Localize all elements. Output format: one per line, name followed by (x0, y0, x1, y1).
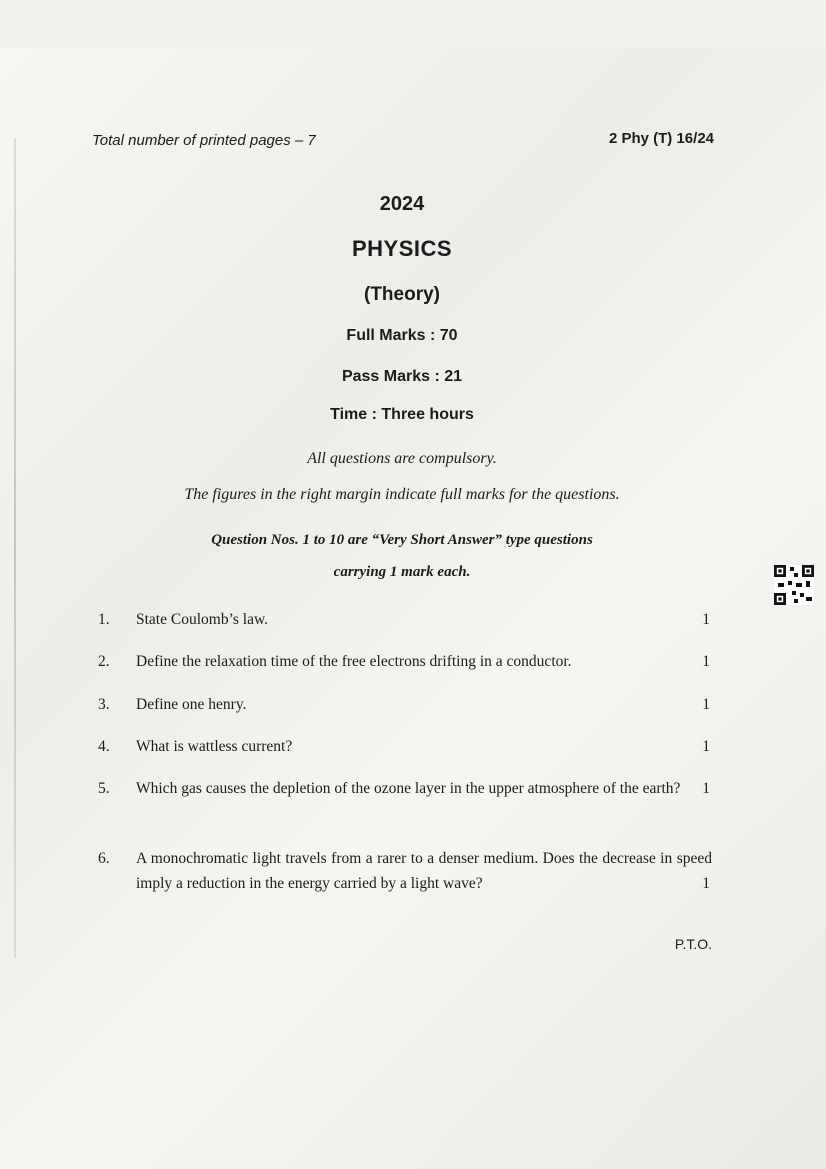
question-text: State Coulomb’s law. (136, 611, 269, 628)
full-marks: Full Marks : 70 (346, 327, 458, 344)
question-item (98, 692, 710, 717)
question-item (98, 776, 710, 801)
instruction-section-heading: Question Nos. 1 to 10 are “Very Short Answer” type questions (211, 532, 593, 548)
question-item (98, 649, 710, 674)
exam-year: 2024 (379, 193, 425, 215)
question-number: 1. (98, 611, 110, 628)
question-marks: 1 (702, 696, 710, 713)
question-marks: 1 (702, 875, 710, 892)
qr-code-icon (774, 565, 814, 605)
instruction-section-marks: carrying 1 mark each. (333, 564, 471, 580)
question-text: Define the relaxation time of the free electrons drifting in a conductor. (136, 653, 572, 670)
please-turn-over: P.T.O. (674, 936, 712, 952)
pass-marks: Pass Marks : 21 (341, 368, 463, 385)
question-item (98, 846, 710, 896)
question-text: Which gas causes the depletion of the ozone layer in the upper atmosphere of the earth? (136, 780, 681, 797)
question-marks: 1 (702, 738, 710, 755)
question-number: 5. (98, 780, 110, 797)
question-text: Define one henry. (136, 696, 247, 713)
question-marks: 1 (702, 780, 710, 797)
question-item (98, 607, 710, 632)
question-item (98, 734, 710, 759)
question-number: 6. (98, 850, 110, 867)
subject-title: PHYSICS (351, 236, 453, 261)
question-text: What is wattless current? (136, 738, 293, 755)
question-number: 2. (98, 653, 110, 670)
question-marks: 1 (702, 611, 710, 628)
question-number: 4. (98, 738, 110, 755)
instruction-compulsory: All questions are compulsory. (307, 450, 497, 467)
question-text: A monochromatic light travels from a rarer to a denser medium. Does the decrease in speed imply a reduction in the energy carried by a light wave? (136, 850, 712, 892)
time-allowed: Time : Three hours (330, 406, 474, 423)
paper-type: (Theory) (364, 284, 440, 305)
question-number: 3. (98, 696, 110, 713)
printed-pages-note: Total number of printed pages – 7 (92, 132, 316, 149)
paper-code: 2 Phy (T) 16/24 (608, 130, 714, 147)
question-marks: 1 (702, 653, 710, 670)
instruction-margin-marks: The figures in the right margin indicate full marks for the questions. (184, 486, 620, 503)
